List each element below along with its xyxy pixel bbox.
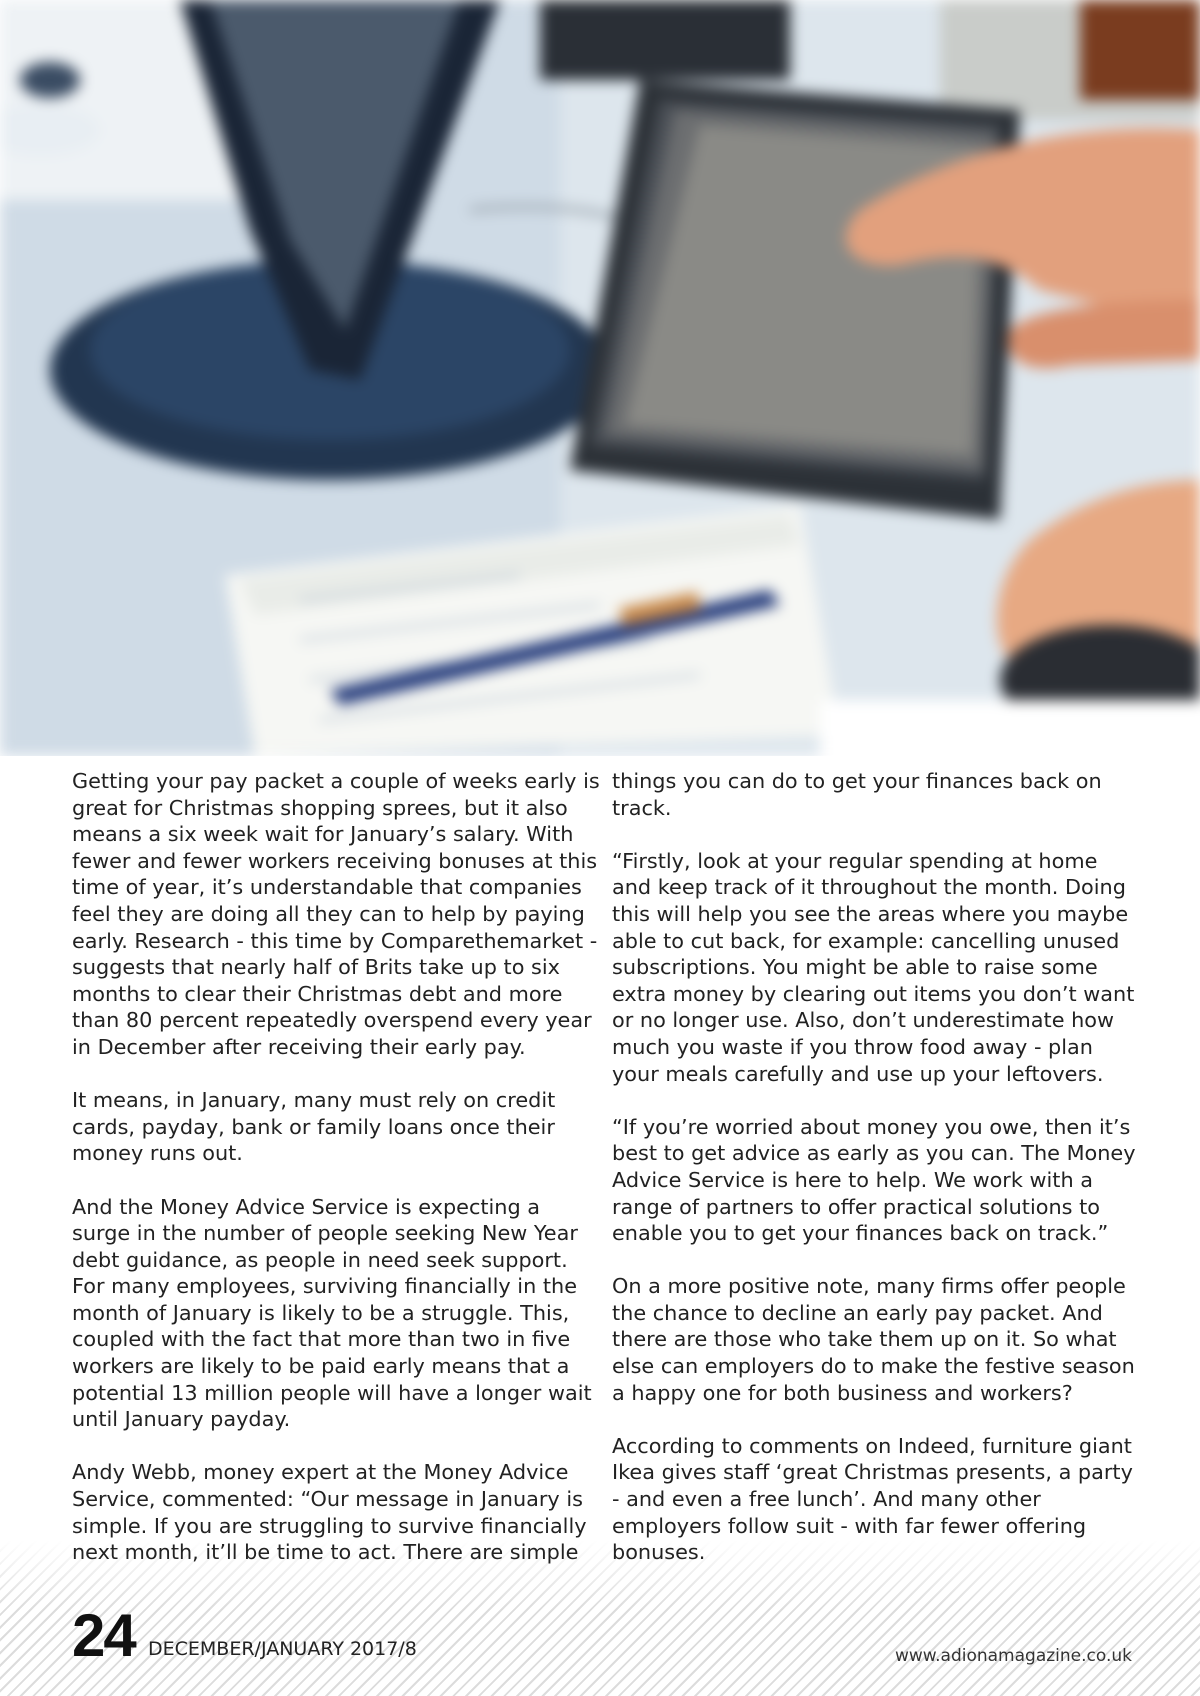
website-link[interactable]: www.adionamagazine.co.uk [894, 1646, 1132, 1666]
paragraph: Andy Webb, money expert at the Money Advice Service, commented: “Our message in January is simple. If you are struggling to survive financially next month, it’ll be time to act. There are simple [72, 1460, 587, 1565]
page-footer [72, 1602, 1132, 1669]
article-right-column [612, 768, 1140, 1592]
paragraph: “If you’re worried about money you owe, then it’s best to get advice as early as you can. The Money Advice Service is here to help. We work with a range of partners to offer practical solutions to enable you to get your finances back on track.” [612, 1114, 1136, 1246]
hero-image [0, 0, 1200, 756]
paragraph: On a more positive note, many firms offer people the chance to decline an early pay packet. And there are those who take them up on it. So what else can employers do to make the festive season a happy one for both business and workers? [612, 1274, 1135, 1405]
paragraph: According to comments on Indeed, furniture giant Ikea gives staff ‘great Christmas presents, a party - and even a free lunch’. And many other employers follow suit - with far fewer offering bonuses. [612, 1433, 1133, 1565]
paragraph: things you can do to get your finances back on track. [612, 769, 1102, 820]
paragraph: “Firstly, look at your regular spending at home and keep track of it throughout the month. Doing this will help you see the areas where you maybe able to cut back, for example: cancelling unused subscriptions. You might be able to raise some extra money by clearing out items you don’t want or no longer use. Also, don’t underestimate how much you waste if you throw food away - plan your meals carefully and use up your leftovers. [612, 848, 1135, 1086]
issue-date: DECEMBER/JANUARY 2017/8 [148, 1638, 417, 1660]
article-left-column [72, 768, 600, 1592]
office-desk-illustration [0, 0, 1200, 756]
paragraph: And the Money Advice Service is expecting a surge in the number of people seeking New Year debt guidance, as people in need seek support. For many employees, surviving financially in the month of January is likely to be a struggle. This, coupled with the fact that more than two in five workers are likely to be paid early means that a potential 13 million people will have a longer wait until January payday. [72, 1194, 592, 1432]
page-number: 24 [72, 1602, 135, 1669]
paragraph: Getting your pay packet a couple of weeks early is great for Christmas shopping sprees, but it also means a six week wait for January’s salary. With fewer and fewer workers receiving bonuses at this time of year, it’s understandable that companies feel they are doing all they can to help by paying early. Research - this time by Comparethemarket - suggests that nearly half of Brits take up to six months to clear their Christmas debt and more than 80 percent repeatedly overspend every year in December after receiving their early pay. [72, 769, 600, 1059]
paragraph: It means, in January, many must rely on credit cards, payday, bank or family loans once their money runs out. [72, 1088, 556, 1166]
